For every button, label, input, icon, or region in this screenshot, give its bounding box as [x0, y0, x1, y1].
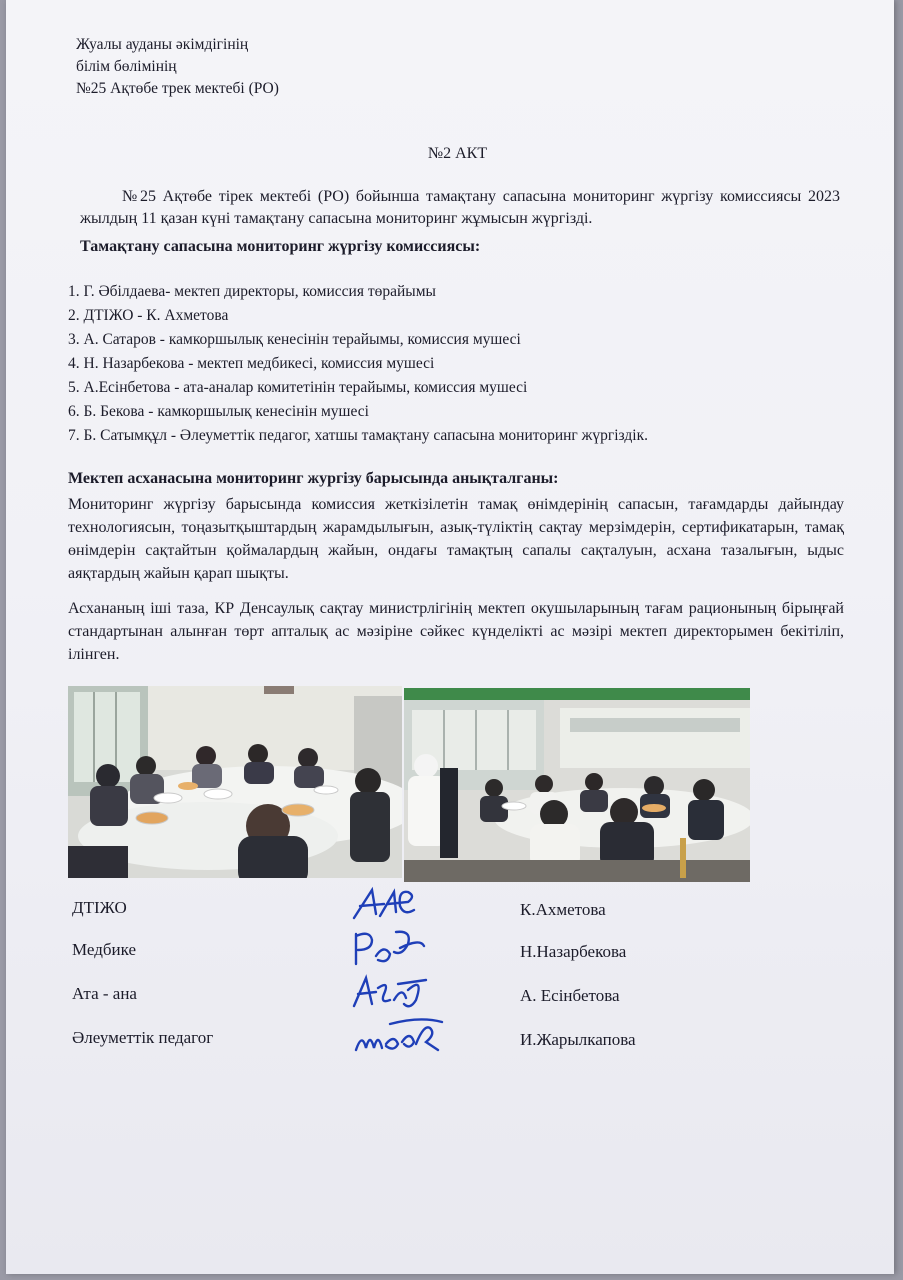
signature-role: Әлеуметтік педагог [72, 1028, 214, 1047]
signature-row [72, 970, 712, 1010]
signature-name: И.Жарылкапова [520, 1030, 636, 1049]
signature-role: Медбике [72, 940, 136, 959]
findings-paragraph-2: Асхананың іші таза, КР Денсаулық сақтау министрлігінің мектеп окушыларының тағам рационының бірыңғай стандартынан алынған төрт апталық ас мәзіріне сәйкес күнделікті ас мәзірі мектеп директорымен бекітіліп, ілінген. [68, 600, 844, 663]
letterhead-line-1: Жуалы ауданы әкімдігінің [76, 36, 249, 53]
signature-role: Ата - ана [72, 984, 137, 1003]
signature-name: А. Есінбетова [520, 986, 620, 1005]
document-sheet [6, 0, 894, 1274]
member-item: 3. А. Сатаров - камкоршылық кенесінін терайымы, комиссия мушесі [68, 331, 521, 348]
signature-name: Н.Назарбекова [520, 942, 627, 961]
commission-title: Тамақтану сапасына мониторинг жүргізу комиссиясы: [80, 238, 481, 255]
canteen-photo-left [68, 686, 402, 878]
commission-members-list [68, 280, 648, 448]
signature-row [72, 926, 712, 966]
handwritten-signature-icon [350, 926, 430, 968]
signature-row [72, 884, 712, 924]
signature-row [72, 1014, 712, 1054]
act-title: №2 АКТ [427, 145, 488, 162]
letterhead-line-2: білім бөлімінің [76, 58, 177, 75]
member-item: 1. Г. Әбілдаева- мектеп директоры, комиссия төрайымы [68, 283, 436, 300]
member-item: 4. Н. Назарбекова - мектеп медбикесі, комиссия мушесі [68, 355, 435, 372]
letterhead [76, 34, 279, 100]
member-item: 7. Б. Сатымқұл - Әлеуметтік педагог, хатшы тамақтану сапасына мониторинг жүргіздік. [68, 427, 648, 444]
findings-paragraph-1: Мониторинг жүргізу барысында комиссия жеткізілетін тамақ өнімдерінің сапасын, тағамдарды дайындау технологиясын, тоңазытқыштардың жарамдылығын, азық-түліктің сақтау мерзімдерін, сертификатарын, тамақ өнімдерін сақтайтын қоймалардың жайын, ондағы тамақтың сапалы сақталуын, асхана тазалығын, ыдыс аяқтардың жайын қарап шықты. [68, 496, 844, 582]
member-item: 6. Б. Бекова - камкоршылық кенесінін мушесі [68, 403, 369, 420]
member-item: 2. ДТІЖО - К. Ахметова [68, 307, 229, 324]
letterhead-line-3: №25 Ақтөбе трек мектебі (РО) [76, 80, 279, 97]
handwritten-signature-icon [350, 1014, 446, 1058]
handwritten-signature-icon [350, 884, 420, 924]
handwritten-signature-icon [350, 970, 430, 1012]
findings-title: Мектеп асханасына мониторинг жургізу барысында анықталганы: [68, 470, 559, 487]
member-item: 5. А.Есінбетова - ата-аналар комитетінін терайымы, комиссия мушесі [68, 379, 528, 396]
intro-paragraph: №25 Ақтөбе тірек мектебі (РО) бойынша тамақтану сапасына мониторинг жүргізу комиссиясы 2023 жылдың 11 қазан күні тамақтану сапасына мониторинг жұмысын жүргізді. [80, 188, 840, 227]
signature-name: К.Ахметова [520, 900, 606, 919]
signature-role: ДТІЖО [72, 898, 127, 917]
canteen-photo-right [404, 688, 750, 882]
